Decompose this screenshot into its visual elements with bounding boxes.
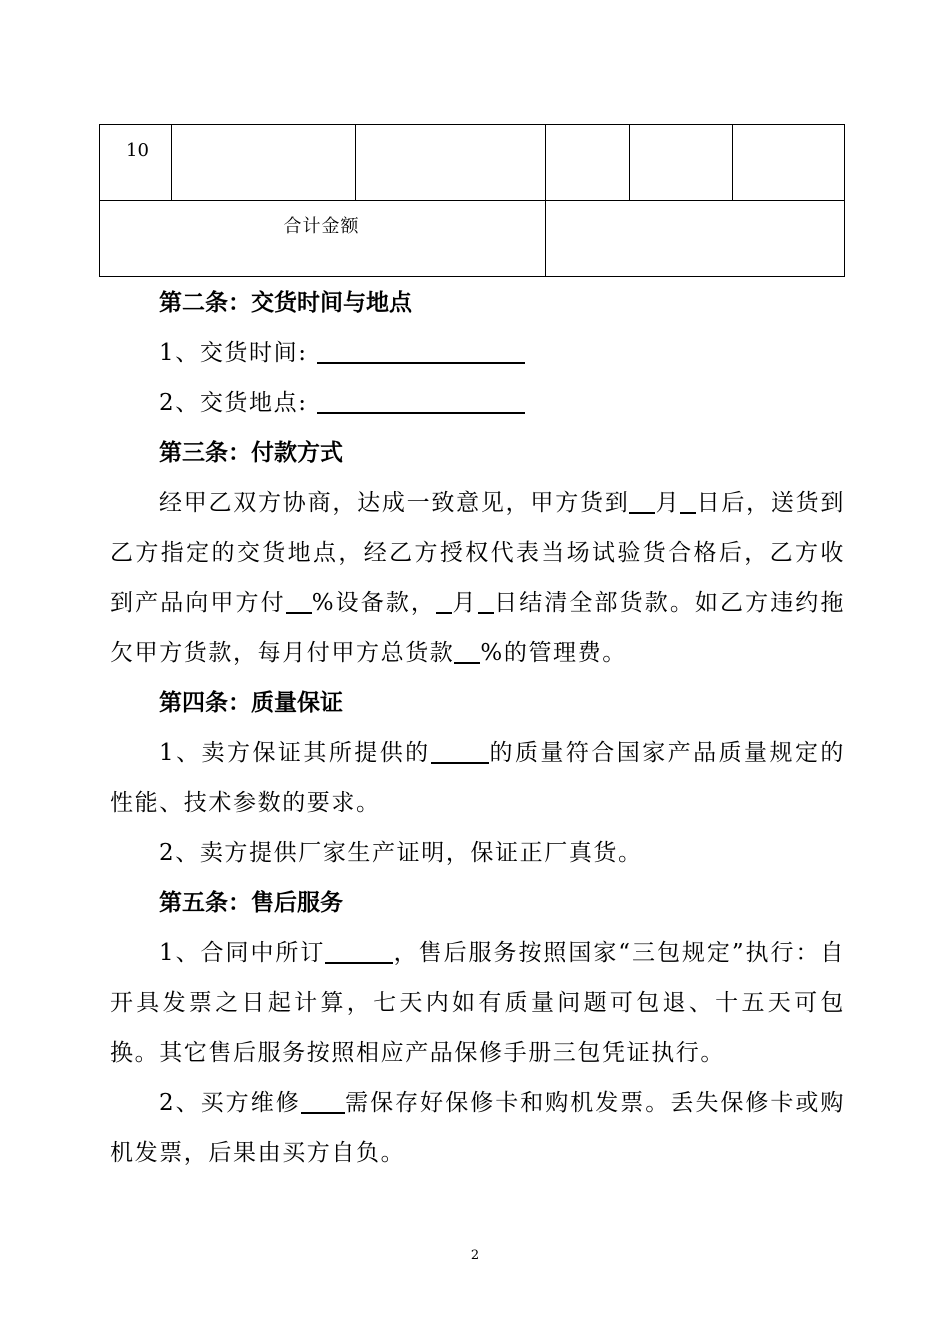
quality-paragraph-2: 2、卖方提供厂家生产证明，保证正厂真货。	[159, 840, 643, 866]
table-row	[100, 125, 845, 201]
payment-text: %的管理费。	[480, 640, 627, 666]
delivery-time-blank	[317, 339, 525, 364]
service-paragraph-2	[110, 1078, 845, 1178]
blank	[431, 739, 489, 764]
table-cell	[630, 125, 733, 201]
delivery-time-label: 1、交货时间:	[159, 340, 308, 366]
delivery-place-blank	[317, 389, 525, 414]
blank	[436, 589, 452, 614]
quality-paragraph-1	[110, 728, 845, 828]
quality-text: 的质量符合国家产品质量规定的性能、技术参数的要求。	[110, 740, 846, 816]
payment-paragraph	[110, 478, 845, 678]
service-paragraph-1	[110, 928, 845, 1078]
blank	[454, 639, 480, 664]
blank	[325, 939, 393, 964]
article2-heading: 第二条：交货时间与地点	[159, 290, 412, 316]
items-table	[99, 124, 845, 277]
total-row	[100, 201, 845, 277]
quality-text: 1、卖方保证其所提供的	[159, 740, 431, 766]
payment-text: %设备款，	[311, 590, 437, 616]
blank	[286, 589, 312, 614]
service-text: 1、合同中所订	[159, 940, 326, 966]
blank	[680, 489, 696, 514]
payment-text: 日后，送货到乙方指定的交货地点，经乙方授权代表当场试验货合格后，乙方收到产品向甲方付	[110, 490, 845, 616]
blank	[301, 1089, 345, 1114]
service-text: ，售后服务按照国家“三包规定”执行：自开具发票之日起计算，七天内如有质量问题可包退、十五天可包换。其它售后服务按照相应产品保修手册三包凭证执行。	[110, 940, 845, 1066]
blank	[478, 589, 494, 614]
delivery-time-line	[110, 328, 845, 378]
total-label-cell: 合计金额	[100, 201, 546, 277]
payment-text: 经甲乙双方协商，达成一致意见，甲方货到	[159, 490, 630, 516]
table-cell	[356, 125, 546, 201]
contract-body	[110, 278, 845, 1178]
service-text: 需保存好保修卡和购机发票。丢失保修卡或购机发票，后果由买方自负。	[110, 1090, 845, 1166]
table-cell	[172, 125, 356, 201]
total-amount-cell	[546, 201, 845, 277]
table-cell	[546, 125, 630, 201]
page-number: 2	[470, 1248, 480, 1263]
article4-heading: 第四条：质量保证	[159, 690, 343, 716]
delivery-place-line	[110, 378, 845, 428]
payment-text: 月	[452, 590, 478, 616]
row-number-cell: 10	[100, 125, 172, 201]
table-cell	[733, 125, 845, 201]
article5-heading: 第五条：售后服务	[159, 890, 343, 916]
article3-heading: 第三条：付款方式	[159, 440, 343, 466]
blank	[629, 489, 655, 514]
service-text: 2、买方维修	[159, 1090, 301, 1116]
payment-text: 月	[655, 490, 681, 516]
payment-text: 日结清全部货款。如乙方违约拖欠甲方货款，每月付甲方总货款	[110, 590, 846, 666]
delivery-place-label: 2、交货地点:	[159, 390, 308, 416]
